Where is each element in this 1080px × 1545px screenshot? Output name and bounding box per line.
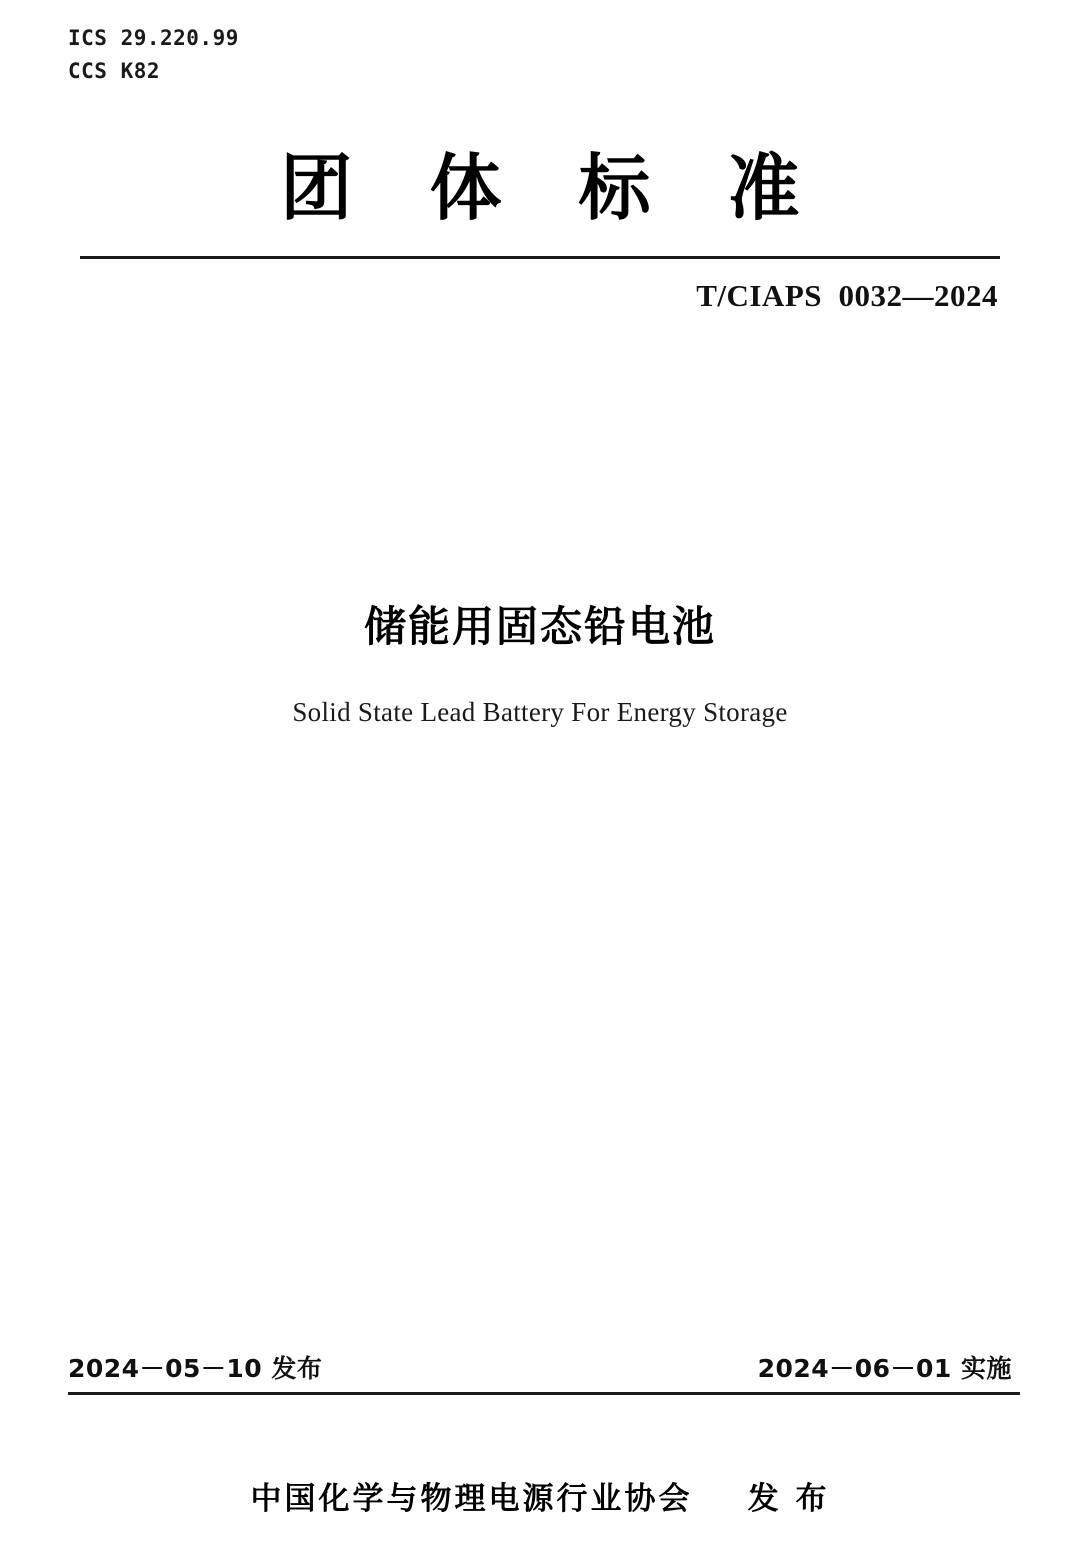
standard-number: T/CIAPS 0032—2024 [696,278,998,313]
ics-code: ICS 29.220.99 [68,26,239,50]
classification-block [68,22,239,87]
dates-row [68,1349,1012,1383]
document-title-chinese: 储能用固态铅电池 [363,602,716,651]
title-divider [80,256,1000,259]
page-title: 团 体 标 准 [280,146,826,230]
publisher-name: 中国化学与物理电源行业协会 发 布 [250,1481,830,1517]
document-title-english: Solid State Lead Battery For Energy Storage [292,697,788,727]
ccs-code: CCS K82 [68,58,161,83]
issue-date: 2024－05－10 发布 [68,1354,323,1383]
effective-date: 2024－06－01 实施 [757,1354,1012,1383]
footer-divider [68,1392,1020,1395]
